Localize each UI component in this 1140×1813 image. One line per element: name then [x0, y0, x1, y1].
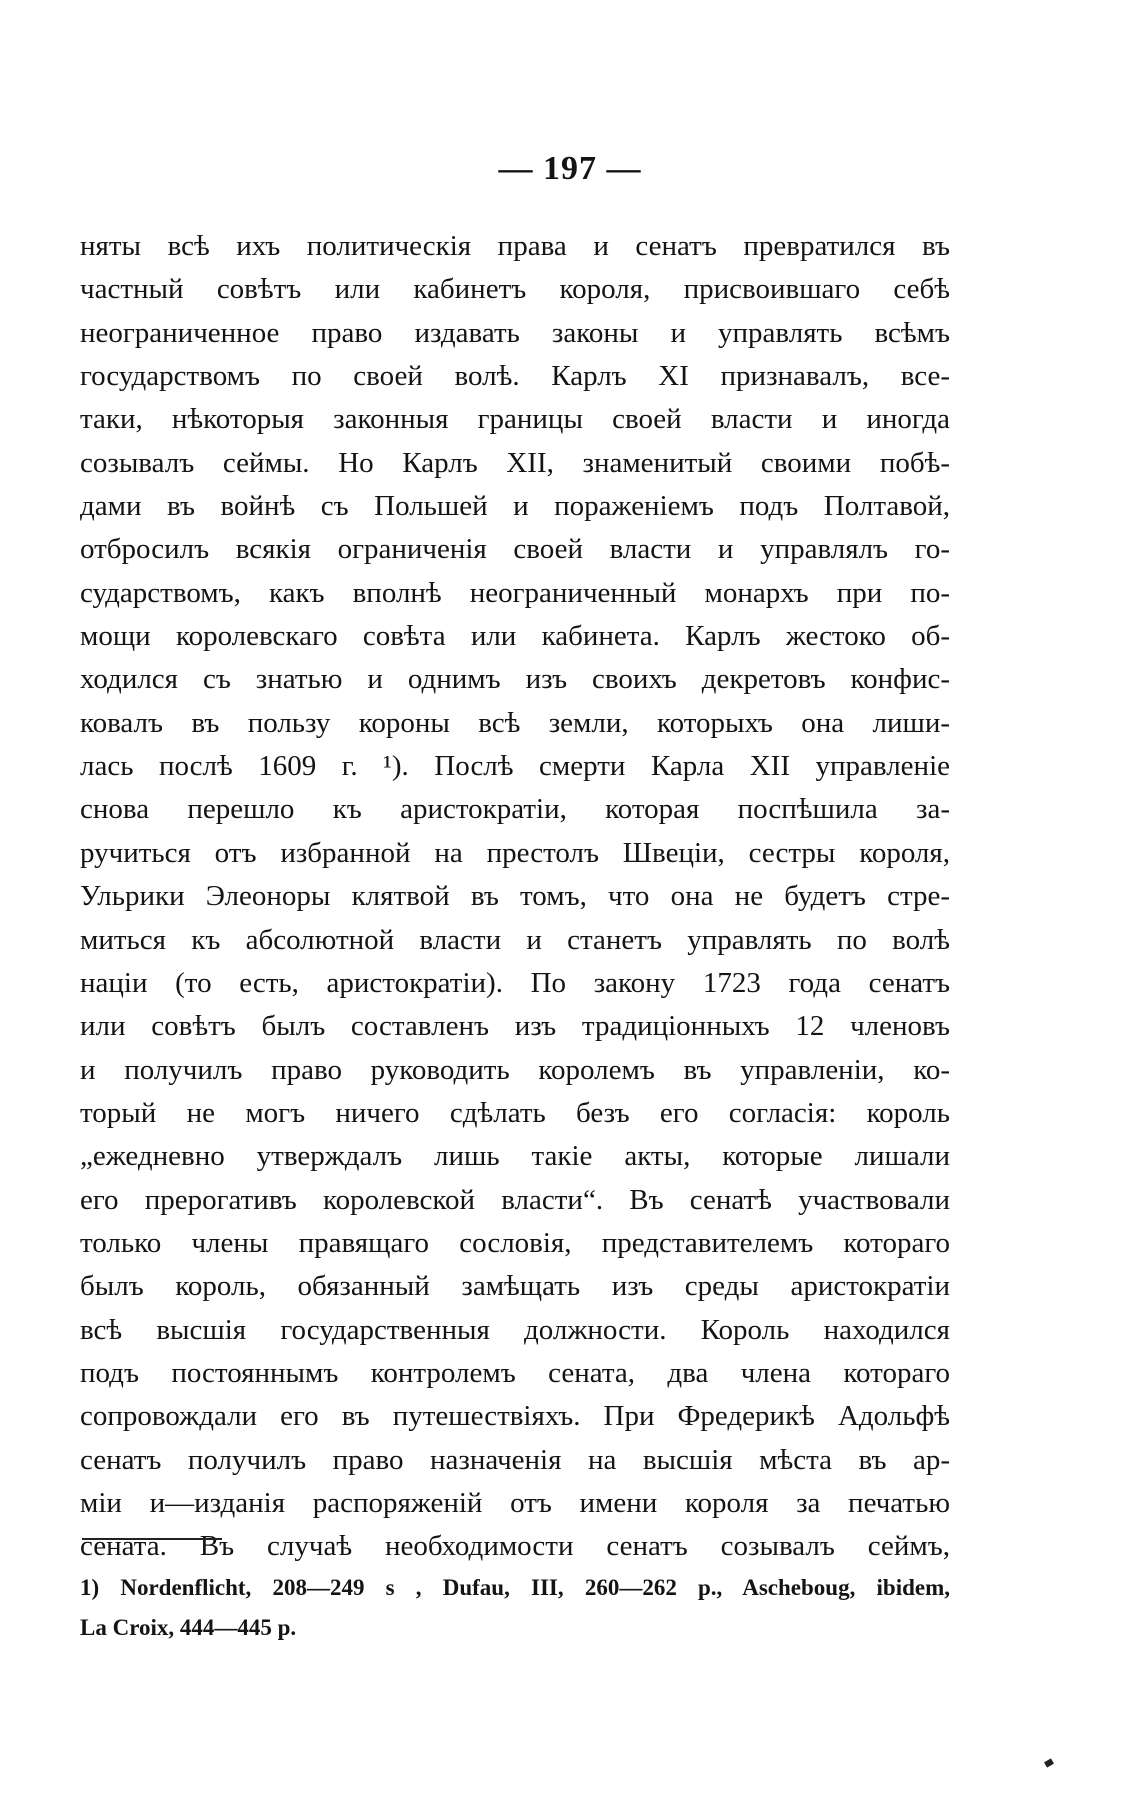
text-line: няты всѣ ихъ политическія права и сенатъ превратился въ [80, 230, 950, 262]
text-line: былъ король, обязанный замѣщать изъ среды аристократіи [80, 1270, 950, 1303]
text-line: мощи королевскаго совѣта или кабинета. Карлъ жестоко об- [80, 620, 950, 653]
footnotes [80, 1568, 950, 1648]
text-line: націи (то есть, аристократіи). По закону 1723 года сенатъ [80, 966, 950, 999]
text-line: миться къ абсолютной власти и станетъ управлять по волѣ [80, 923, 950, 956]
text-line: неограниченное право издавать законы и управлять всѣмъ [80, 316, 950, 349]
text-line: или совѣтъ былъ составленъ изъ традиціонныхъ 12 членовъ [80, 1010, 950, 1043]
text-line: отбросилъ всякія ограниченія своей власти и управлялъ го- [80, 533, 950, 566]
text-line: сената. Въ случаѣ необходимости сенатъ созывалъ сеймъ, [80, 1530, 950, 1563]
footnote-rule [82, 1538, 222, 1540]
text-line: государствомъ по своей волѣ. Карлъ XI признавалъ, все- [80, 360, 950, 393]
text-line: созывалъ сеймы. Но Карлъ XII, знаменитый своими побѣ- [80, 446, 950, 479]
ink-mark [1044, 1758, 1054, 1767]
text-line: ходился съ знатью и однимъ изъ своихъ декретовъ конфис- [80, 663, 950, 696]
text-line: его прерогативъ королевской власти“. Въ сенатѣ участвовали [80, 1183, 950, 1216]
text-line: ковалъ въ пользу короны всѣ земли, которыхъ она лиши- [80, 706, 950, 739]
footnote-line: La Croix, 444—445 p. [80, 1615, 297, 1640]
text-line: сопровождали его въ путешествіяхъ. При Фредерикѣ Адольфѣ [80, 1400, 950, 1433]
page-number: — 197 — [498, 150, 642, 187]
body-text [80, 225, 950, 1569]
text-line: частный совѣтъ или кабинетъ короля, присвоившаго себѣ [80, 273, 950, 306]
text-line: ручиться отъ избранной на престолъ Швеціи, сестры короля, [80, 836, 950, 869]
text-line: лась послѣ 1609 г. ¹). Послѣ смерти Карла XII управленіе [80, 750, 950, 783]
text-line: Ульрики Элеоноры клятвой въ томъ, что она не будетъ стре- [80, 880, 950, 913]
text-line: „ежедневно утверждалъ лишь такіе акты, которые лишали [80, 1140, 950, 1173]
text-line: торый не могъ ничего сдѣлать безъ его согласія: король [80, 1096, 950, 1129]
text-line: дами въ войнѣ съ Польшей и пораженіемъ подъ Полтавой, [80, 490, 950, 523]
text-line: и получилъ право руководить королемъ въ управленіи, ко- [80, 1053, 950, 1086]
text-line: только члены правящаго сословія, представителемъ котораго [80, 1226, 950, 1259]
text-line: міи и—изданія распоряженій отъ имени короля за печатью [80, 1486, 950, 1519]
text-line: всѣ высшія государственныя должности. Король находился [80, 1313, 950, 1346]
text-line: сударствомъ, какъ вполнѣ неограниченный монархъ при по- [80, 576, 950, 609]
text-line: снова перешло къ аристократіи, которая поспѣшила за- [80, 793, 950, 826]
text-line: подъ постояннымъ контролемъ сената, два члена котораго [80, 1356, 950, 1389]
text-line: сенатъ получилъ право назначенія на высшія мѣста въ ар- [80, 1443, 950, 1476]
text-line: таки, нѣкоторыя законныя границы своей власти и иногда [80, 403, 950, 436]
footnote-line: 1) Nordenflicht, 208—249 s , Dufau, III, 260—262 p., Ascheboug, ibidem, [80, 1575, 950, 1600]
